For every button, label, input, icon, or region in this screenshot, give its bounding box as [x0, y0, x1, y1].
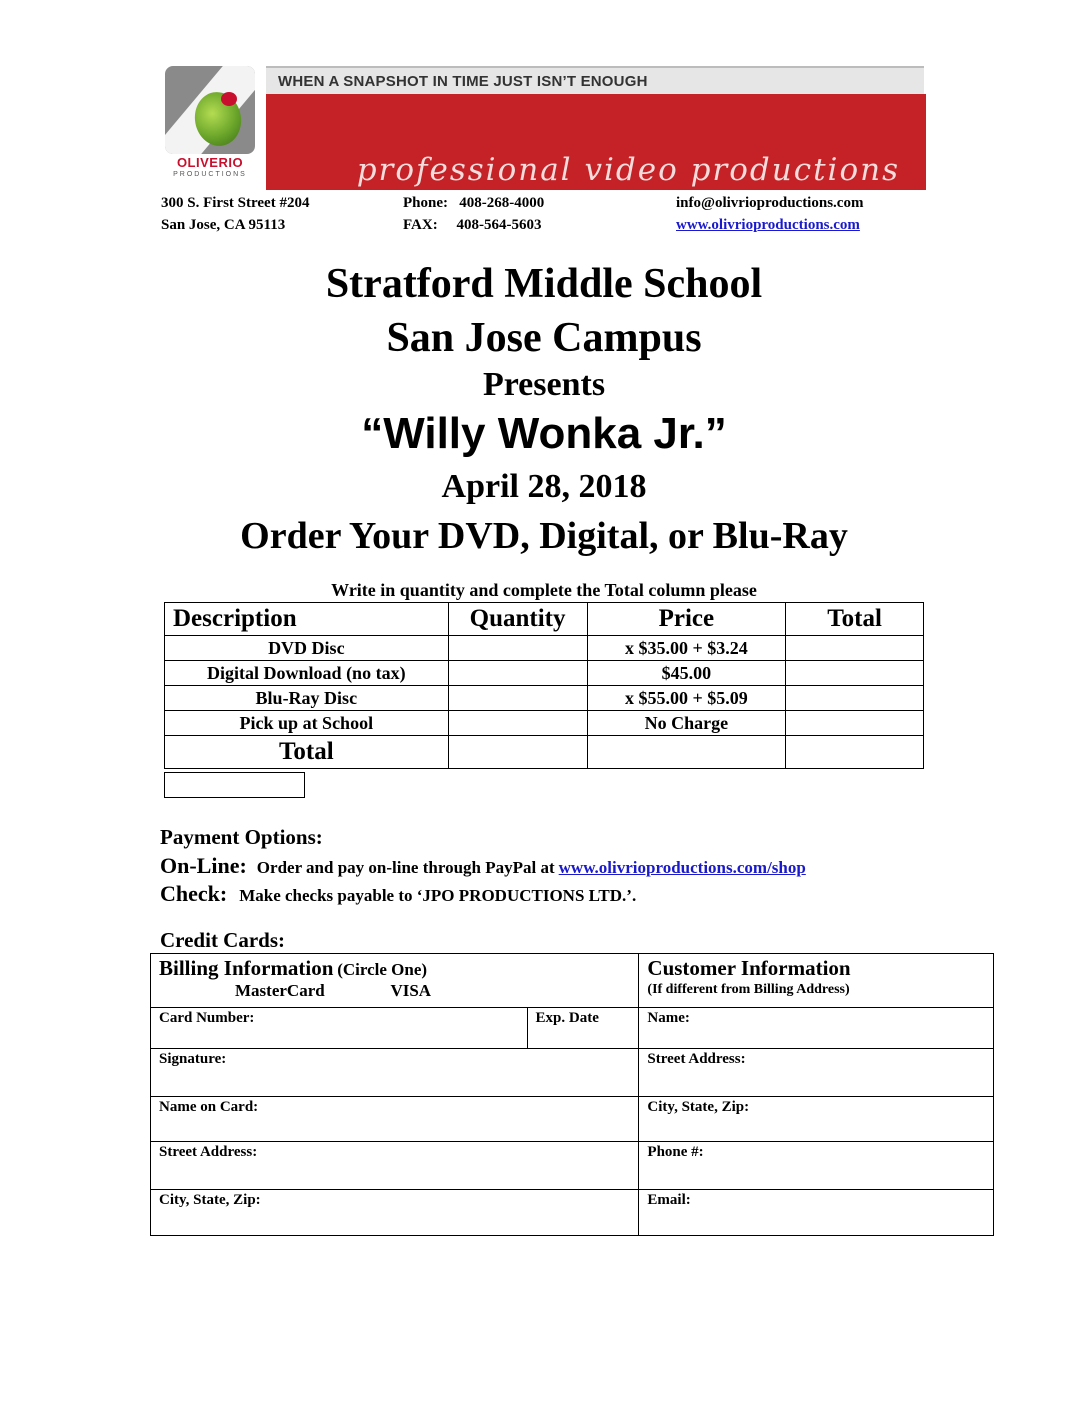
row-description: Digital Download (no tax) [165, 661, 449, 686]
logo-subtitle: PRODUCTIONS [173, 171, 247, 178]
billing-title: Billing Information [159, 956, 334, 980]
banner-script: professional video productions [356, 152, 900, 188]
quantity-field[interactable] [448, 711, 587, 736]
online-text: Order and pay on-line through PayPal at [256, 858, 555, 877]
customer-email-field[interactable]: Email: [639, 1190, 994, 1236]
table-row [165, 711, 924, 736]
total-field[interactable] [786, 661, 924, 686]
banner-tagline: WHEN A SNAPSHOT IN TIME JUST ISN’T ENOUGH [278, 73, 648, 90]
card-visa[interactable]: VISA [390, 981, 432, 1000]
address-line2: San Jose, CA 95113 [161, 217, 286, 233]
header-total: Total [786, 603, 924, 636]
table-row [165, 686, 924, 711]
order-table-header [165, 603, 924, 636]
credit-heading: Credit Cards: [160, 928, 286, 952]
order-instruction: Write in quantity and complete the Total column please [331, 580, 757, 600]
name-on-card-field[interactable]: Name on Card: [151, 1097, 639, 1142]
email-address: info@olivrioproductions.com [676, 195, 864, 211]
banner-tagline-bar [266, 66, 924, 96]
campus-name: San Jose Campus [386, 315, 702, 361]
table-row [165, 636, 924, 661]
customer-city-field[interactable]: City, State, Zip: [639, 1097, 994, 1142]
row-description: Blu-Ray Disc [165, 686, 449, 711]
card-number-field[interactable]: Card Number: [151, 1008, 528, 1049]
order-stub-box[interactable] [164, 772, 305, 798]
quantity-field[interactable] [448, 661, 587, 686]
billing-street-field[interactable]: Street Address: [151, 1142, 639, 1190]
row-description: DVD Disc [165, 636, 449, 661]
total-field[interactable] [786, 711, 924, 736]
row-price: $45.00 [587, 661, 786, 686]
customer-street-field[interactable]: Street Address: [639, 1049, 994, 1097]
row-description: Pick up at School [165, 711, 449, 736]
exp-date-field[interactable]: Exp. Date [527, 1008, 639, 1049]
table-row [165, 661, 924, 686]
check-label: Check: [160, 881, 228, 906]
customer-title: Customer Information [647, 956, 851, 980]
customer-info-cell [639, 954, 994, 1008]
credit-card-table [150, 953, 994, 1236]
total-row [165, 736, 924, 769]
customer-note: (If different from Billing Address) [647, 982, 850, 997]
logo-name: OLIVERIO [176, 155, 244, 170]
billing-circle: (Circle One) [337, 960, 428, 979]
row-price: x $55.00 + $5.09 [587, 686, 786, 711]
school-name: Stratford Middle School [325, 261, 763, 307]
banner-red [266, 94, 926, 190]
presents-label: Presents [482, 366, 606, 403]
billing-info-cell [151, 954, 639, 1008]
quantity-field[interactable] [448, 636, 587, 661]
header-price: Price [587, 603, 786, 636]
shop-link[interactable]: www.olivrioproductions.com/shop [558, 858, 806, 877]
show-date: April 28, 2018 [441, 468, 647, 505]
total-quantity-field[interactable] [448, 736, 587, 769]
header-quantity: Quantity [448, 603, 587, 636]
customer-phone-field[interactable]: Phone #: [639, 1142, 994, 1190]
quantity-field[interactable] [448, 686, 587, 711]
header-description: Description [165, 603, 449, 636]
online-label: On-Line: [160, 853, 247, 878]
fax-number: FAX: 408-564-5603 [403, 217, 542, 233]
order-table [164, 602, 924, 769]
row-price: No Charge [587, 711, 786, 736]
customer-name-field[interactable]: Name: [639, 1008, 994, 1049]
address-line1: 300 S. First Street #204 [161, 195, 310, 211]
payment-heading: Payment Options: [160, 825, 323, 849]
phone-number: Phone: 408-268-4000 [403, 195, 545, 211]
grand-total-field[interactable] [786, 736, 924, 769]
row-price: x $35.00 + $3.24 [587, 636, 786, 661]
check-text: Make checks payable to ‘JPO PRODUCTIONS LTD.’. [239, 886, 637, 905]
card-mastercard[interactable]: MasterCard [235, 981, 325, 1000]
olive-logo-icon [165, 66, 255, 154]
show-title: “Willy Wonka Jr.” [361, 409, 727, 458]
total-field[interactable] [786, 636, 924, 661]
total-label: Total [165, 736, 449, 769]
total-field[interactable] [786, 686, 924, 711]
order-heading: Order Your DVD, Digital, or Blu-Ray [240, 515, 848, 557]
billing-city-field[interactable]: City, State, Zip: [151, 1190, 639, 1236]
payment-online [160, 853, 806, 879]
website-link[interactable]: www.olivrioproductions.com [676, 217, 860, 233]
total-price-field[interactable] [587, 736, 786, 769]
payment-check [160, 881, 636, 907]
signature-field[interactable]: Signature: [151, 1049, 639, 1097]
